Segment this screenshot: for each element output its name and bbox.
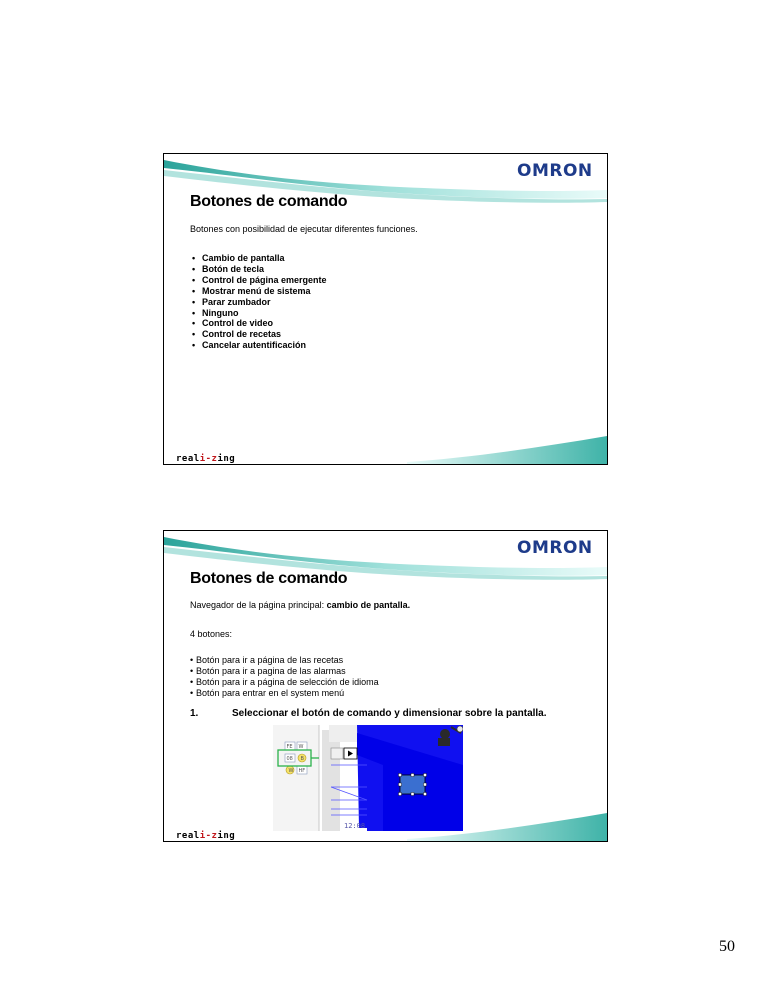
svg-text:FE: FE bbox=[286, 744, 293, 750]
list-item: • Ninguno bbox=[192, 308, 327, 319]
realizing-logo: reali-zing bbox=[176, 831, 236, 841]
svg-text:W: W bbox=[298, 744, 304, 750]
svg-text:08: 08 bbox=[286, 756, 293, 762]
slide-title: Botones de comando bbox=[190, 570, 348, 587]
list-item: • Cancelar autentificación bbox=[192, 340, 327, 351]
omron-logo: OMRON bbox=[517, 161, 593, 181]
list-item: • Botón para ir a página de las recetas bbox=[190, 655, 379, 666]
slide-1 bbox=[163, 153, 608, 465]
list-item: • Control de video bbox=[192, 318, 327, 329]
footer-wave bbox=[407, 805, 607, 841]
command-button-selected bbox=[400, 775, 425, 794]
list-item: • Control de página emergente bbox=[192, 275, 327, 286]
list-item: • Parar zumbador bbox=[192, 297, 327, 308]
slide-subtitle: Botones con posibilidad de ejecutar diferentes funciones. bbox=[190, 224, 418, 234]
list-item: • Botón para ir a pagina de las alarmas bbox=[190, 666, 379, 677]
list-item: • Control de recetas bbox=[192, 329, 327, 340]
realizing-logo: reali-zing bbox=[176, 454, 236, 464]
button-count: 4 botones: bbox=[190, 629, 233, 639]
page-number: 50 bbox=[719, 938, 735, 955]
list-item: • Botón para entrar en el system menú bbox=[190, 688, 379, 699]
slide-2 bbox=[163, 530, 608, 842]
button-list bbox=[190, 655, 379, 699]
omron-logo: OMRON bbox=[517, 538, 593, 558]
list-item: • Mostrar menú de sistema bbox=[192, 286, 327, 297]
slide-title: Botones de comando bbox=[190, 193, 348, 210]
slide-intro: Navegador de la página principal: cambio de pantalla. bbox=[190, 600, 411, 610]
list-item: • Botón de tecla bbox=[192, 264, 327, 275]
step-instruction: 1. Seleccionar el botón de comando y dimensionar sobre la pantalla. bbox=[190, 708, 547, 719]
svg-text:W: W bbox=[288, 768, 294, 774]
list-item: • Botón para ir a página de selección de idioma bbox=[190, 677, 379, 688]
svg-text:HF: HF bbox=[298, 768, 306, 774]
footer-wave bbox=[407, 428, 607, 464]
svg-text:B: B bbox=[300, 756, 304, 762]
function-list bbox=[192, 253, 327, 351]
clock-display: 12:08 bbox=[344, 822, 366, 830]
list-item: • Cambio de pantalla bbox=[192, 253, 327, 264]
